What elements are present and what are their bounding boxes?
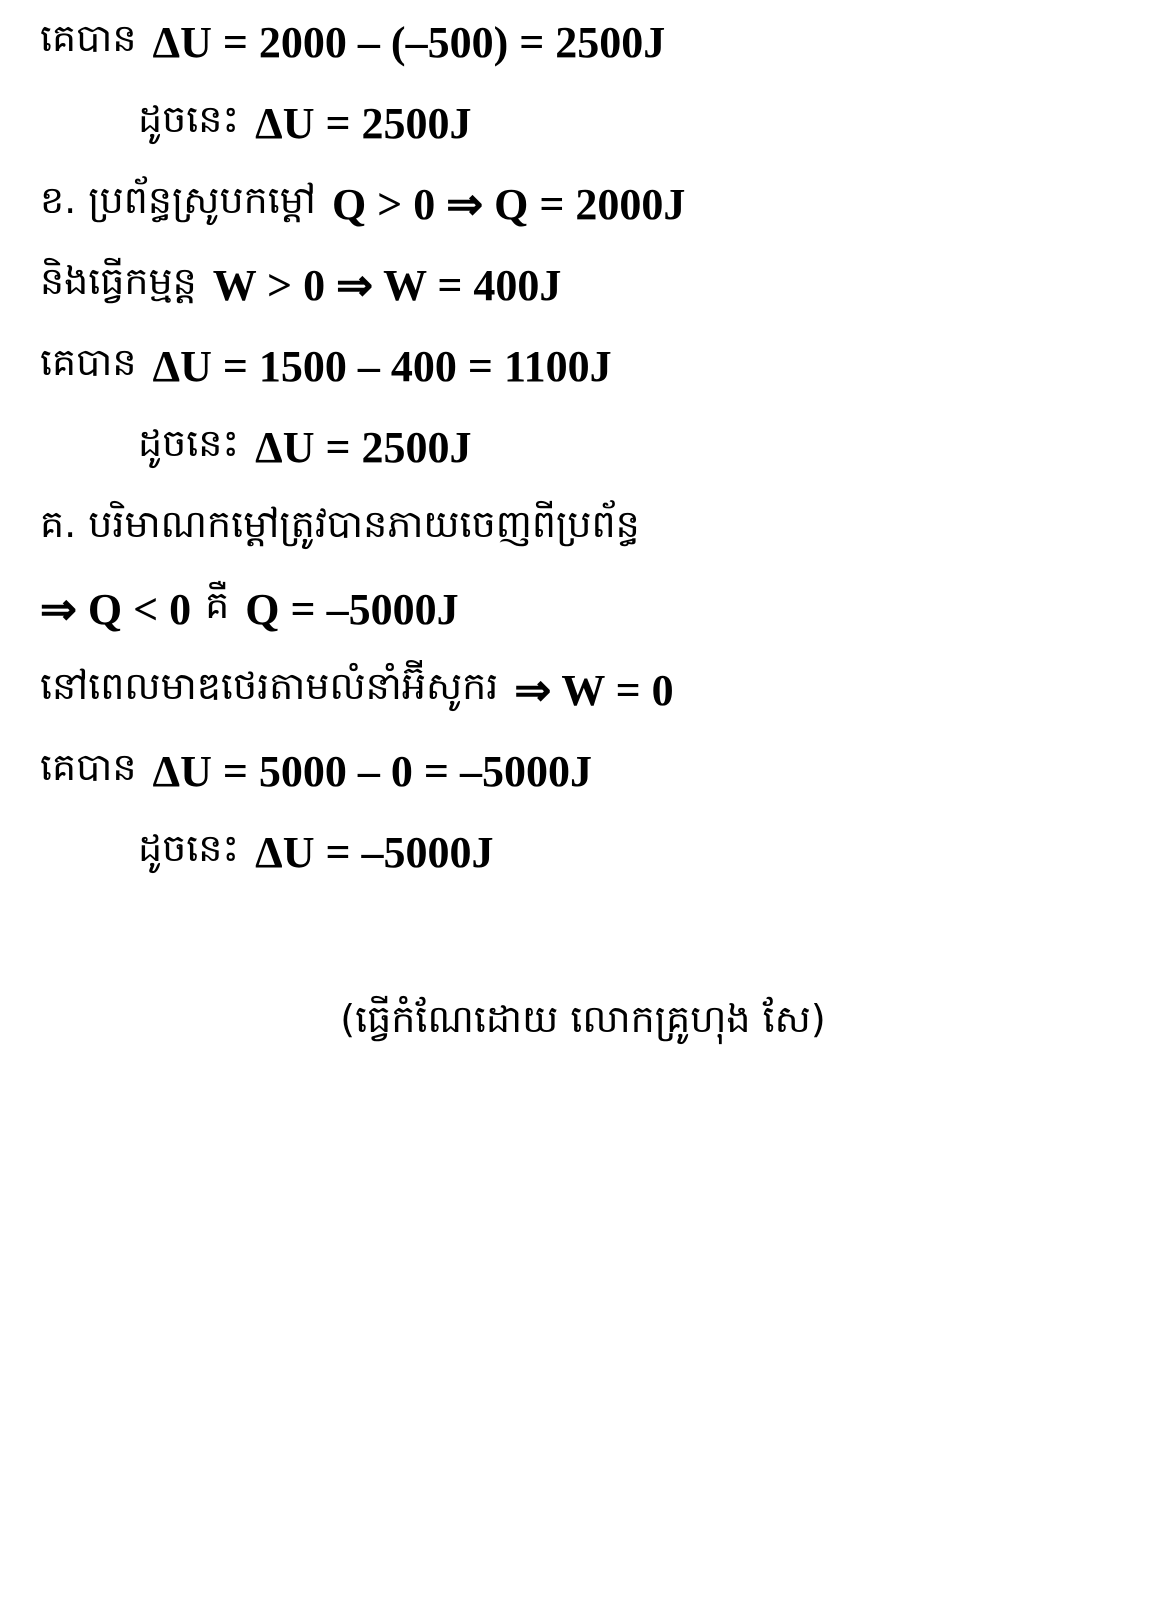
line-8-text: គឺ xyxy=(205,583,230,627)
line-6 xyxy=(138,407,472,487)
line-9-equation: ⇒ W = 0 xyxy=(514,665,674,715)
line-3 xyxy=(40,164,685,244)
line-4-equation: W > 0 ⇒ W = 400J xyxy=(212,260,562,310)
line-4 xyxy=(40,245,561,325)
line-2-text: ដូចនេះ xyxy=(138,97,240,141)
line-10-equation: ΔU = 5000 – 0 = –5000J xyxy=(152,746,592,796)
line-5-equation: ΔU = 1500 – 400 = 1100J xyxy=(152,341,612,391)
line-1 xyxy=(40,2,665,82)
author-credit: (ធ្វើកំណែដោយ លោកគ្រូហុង សែ) xyxy=(340,997,826,1041)
line-1-equation: ΔU = 2000 – (–500) = 2500J xyxy=(152,17,666,67)
line-8-equation: ⇒ Q < 0 xyxy=(40,584,192,634)
line-9 xyxy=(40,650,674,730)
line-6-text: ដូចនេះ xyxy=(138,421,240,465)
line-4-text: និងធ្វើកម្មន្ត xyxy=(40,259,197,303)
line-5-text: គេបាន xyxy=(40,340,137,384)
line-5 xyxy=(40,326,612,406)
line-10-text: គេបាន xyxy=(40,745,137,789)
line-8-equation-2: Q = –5000J xyxy=(245,584,459,634)
line-6-equation: ΔU = 2500J xyxy=(255,422,472,472)
line-3-equation: Q > 0 ⇒ Q = 2000J xyxy=(331,179,686,229)
line-8 xyxy=(40,569,459,649)
line-1-text: គេបាន xyxy=(40,16,137,60)
line-11-text: ដូចនេះ xyxy=(138,826,240,870)
line-7 xyxy=(40,488,640,568)
line-11-equation: ΔU = –5000J xyxy=(255,827,494,877)
line-2 xyxy=(138,83,472,163)
line-3-text: ខ. ប្រព័ន្ធស្រូបកម្ដៅ xyxy=(40,178,316,222)
line-7-text: គ. បរិមាណកម្ដៅត្រូវបានភាយចេញពីប្រព័ន្ធ xyxy=(40,502,640,546)
line-11 xyxy=(138,812,494,892)
line-9-text: នៅពេលមាឌថេរតាមលំនាំអ៊ីសូករ xyxy=(40,664,499,708)
line-10 xyxy=(40,731,592,811)
line-2-equation: ΔU = 2500J xyxy=(255,98,472,148)
